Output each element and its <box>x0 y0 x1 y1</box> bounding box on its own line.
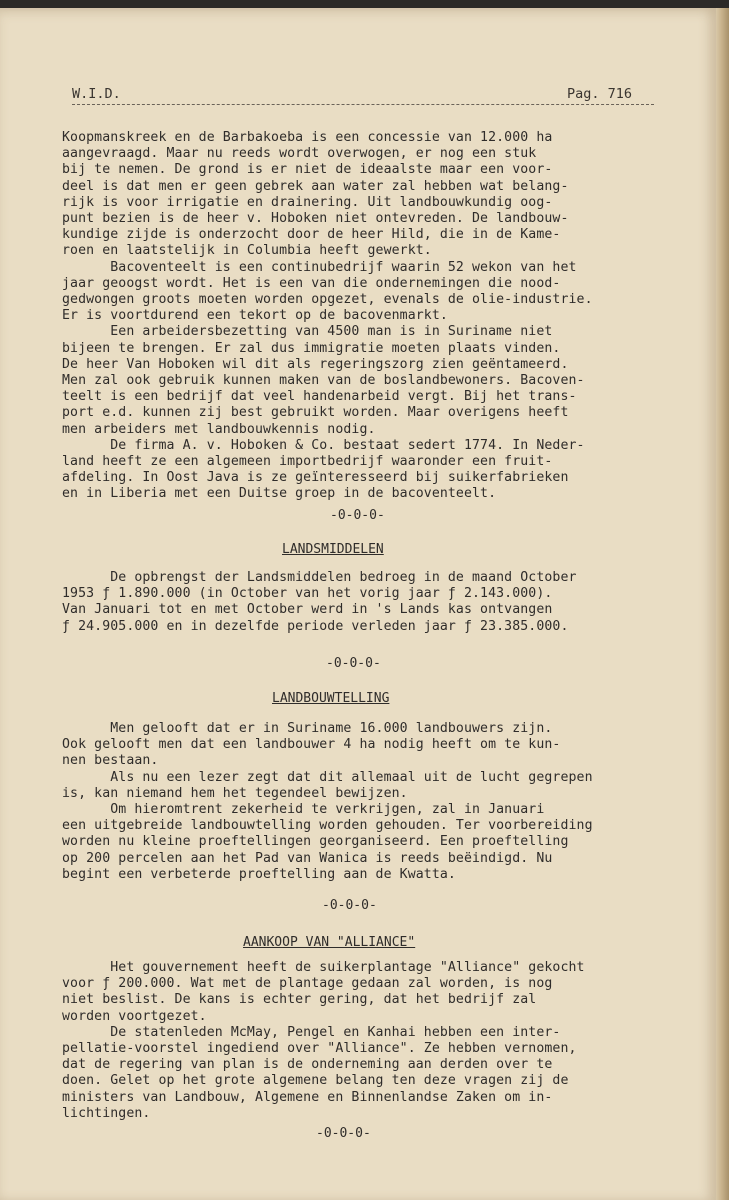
text-line: doen. Gelet op het grote algemene belang ten deze vragen zij de <box>62 1073 569 1089</box>
text-line: afdeling. In Oost Java is ze geïnteresseerd bij suikerfabrieken <box>62 470 569 486</box>
text-line: aangevraagd. Maar nu reeds wordt overwogen, er nog een stuk <box>62 146 537 162</box>
section-heading-aankoop-alliance: AANKOOP VAN "ALLIANCE" <box>243 935 416 950</box>
text-line: lichtingen. <box>62 1105 151 1121</box>
text-line: Bacoventeelt is een continubedrijf waarin 52 wekon van het <box>62 259 577 275</box>
text-line: jaar geoogst wordt. Het is een van die ondernemingen die nood- <box>62 275 561 291</box>
text-line: De statenleden McMay, Pengel en Kanhai hebben een inter- <box>62 1024 561 1040</box>
text-line: Een arbeidersbezetting van 4500 man is in Suriname niet <box>62 324 553 340</box>
section-heading-landsmiddelen: LANDSMIDDELEN <box>282 542 384 557</box>
section-text-landbouwtelling <box>62 721 672 883</box>
text-line: worden voortgezet. <box>62 1008 207 1024</box>
text-line: Ook gelooft men dat een landbouwer 4 ha nodig heeft om te kun- <box>62 737 561 753</box>
separator: -0-0-0- <box>322 898 377 913</box>
text-line: begint een verbeterde proeftelling aan de Kwatta. <box>62 866 456 882</box>
publication-code: W.I.D. <box>72 86 121 102</box>
intro-text <box>62 130 672 503</box>
text-line: rijk is voor irrigatie en drainering. Uit landbouwkundig oog- <box>62 194 553 210</box>
page-number: Pag. 716 <box>566 86 632 102</box>
separator: -0-0-0- <box>316 1126 371 1141</box>
page-edge <box>716 8 729 1200</box>
text-line: land heeft ze een algemeen importbedrijf waaronder een fruit- <box>62 454 553 470</box>
text-line: deel is dat men er geen gebrek aan water zal hebben wat belang- <box>62 178 569 194</box>
text-line: bij te nemen. De grond is er niet de ideaalste maar een voor- <box>62 162 553 178</box>
text-line: punt bezien is de heer v. Hoboken niet ontevreden. De landbouw- <box>62 211 569 227</box>
text-line: teelt is een bedrijf dat veel handenarbeid vergt. Bij het trans- <box>62 389 577 405</box>
text-line: worden nu kleine proeftellingen georganiseerd. Een proeftelling <box>62 834 569 850</box>
separator: -0-0-0- <box>326 656 381 671</box>
text-line: is, kan niemand hem het tegendeel bewijzen. <box>62 785 408 801</box>
text-line: ministers van Landbouw, Algemene en Binnenlandse Zaken om in- <box>62 1089 553 1105</box>
text-line: Om hieromtrent zekerheid te verkrijgen, zal in Januari <box>62 802 545 818</box>
text-line: kundige zijde is onderzocht door de heer Hild, die in de Kame- <box>62 227 561 243</box>
text-line: ƒ 24.905.000 en in dezelfde periode verleden jaar ƒ 23.385.000. <box>62 618 569 634</box>
text-line: op 200 percelen aan het Pad van Wanica is reeds beëindigd. Nu <box>62 850 553 866</box>
page-header <box>72 86 654 105</box>
text-line: pellatie-voorstel ingediend over "Alliance". Ze hebben vernomen, <box>62 1041 577 1057</box>
text-line: nen bestaan. <box>62 753 159 769</box>
separator: -0-0-0- <box>330 508 385 523</box>
text-line: Koopmanskreek en de Barbakoeba is een concessie van 12.000 ha <box>62 130 553 145</box>
text-line: een uitgebreide landbouwtelling worden gehouden. Ter voorbereiding <box>62 818 593 834</box>
text-line: voor ƒ 200.000. Wat met de plantage gedaan zal worden, is nog <box>62 976 553 992</box>
text-line: De opbrengst der Landsmiddelen bedroeg in de maand October <box>62 570 577 585</box>
text-line: Men zal ook gebruik kunnen maken van de boslandbewoners. Bacoven- <box>62 373 585 389</box>
text-line: roen en laatstelijk in Columbia heeft gewerkt. <box>62 243 432 259</box>
text-line: bijeen te brengen. Er zal dus immigratie moeten plaats vinden. <box>62 340 561 356</box>
text-line: port e.d. kunnen zij best gebruikt worden. Maar overigens heeft <box>62 405 569 421</box>
text-line: Men gelooft dat er in Suriname 16.000 landbouwers zijn. <box>62 721 553 736</box>
section-text-landsmiddelen <box>62 570 672 635</box>
text-line: De firma A. v. Hoboken & Co. bestaat sedert 1774. In Neder- <box>62 437 585 453</box>
text-line: niet beslist. De kans is echter gering, dat het bedrijf zal <box>62 992 537 1008</box>
section-text-aankoop-alliance <box>62 960 672 1122</box>
text-line: gedwongen groots moeten worden opgezet, evenals de olie-industrie. <box>62 292 593 308</box>
section-heading-landbouwtelling: LANDBOUWTELLING <box>272 691 390 706</box>
text-line: Het gouvernement heeft de suikerplantage "Alliance" gekocht <box>62 960 585 975</box>
text-line: Van Januari tot en met October werd in 's Lands kas ontvangen <box>62 602 553 618</box>
text-line: men arbeiders met landbouwkennis nodig. <box>62 421 376 437</box>
text-line: dat de regering van plan is de onderneming aan derden over te <box>62 1057 553 1073</box>
text-line: Er is voortdurend een tekort op de bacovenmarkt. <box>62 308 448 324</box>
text-line: Als nu een lezer zegt dat dit allemaal uit de lucht gegrepen <box>62 769 593 785</box>
text-line: en in Liberia met een Duitse groep in de bacoventeelt. <box>62 486 497 502</box>
text-line: De heer Van Hoboken wil dit als regeringszorg zien geëntameerd. <box>62 356 569 372</box>
text-line: 1953 ƒ 1.890.000 (in October van het vorig jaar ƒ 2.143.000). <box>62 586 553 602</box>
